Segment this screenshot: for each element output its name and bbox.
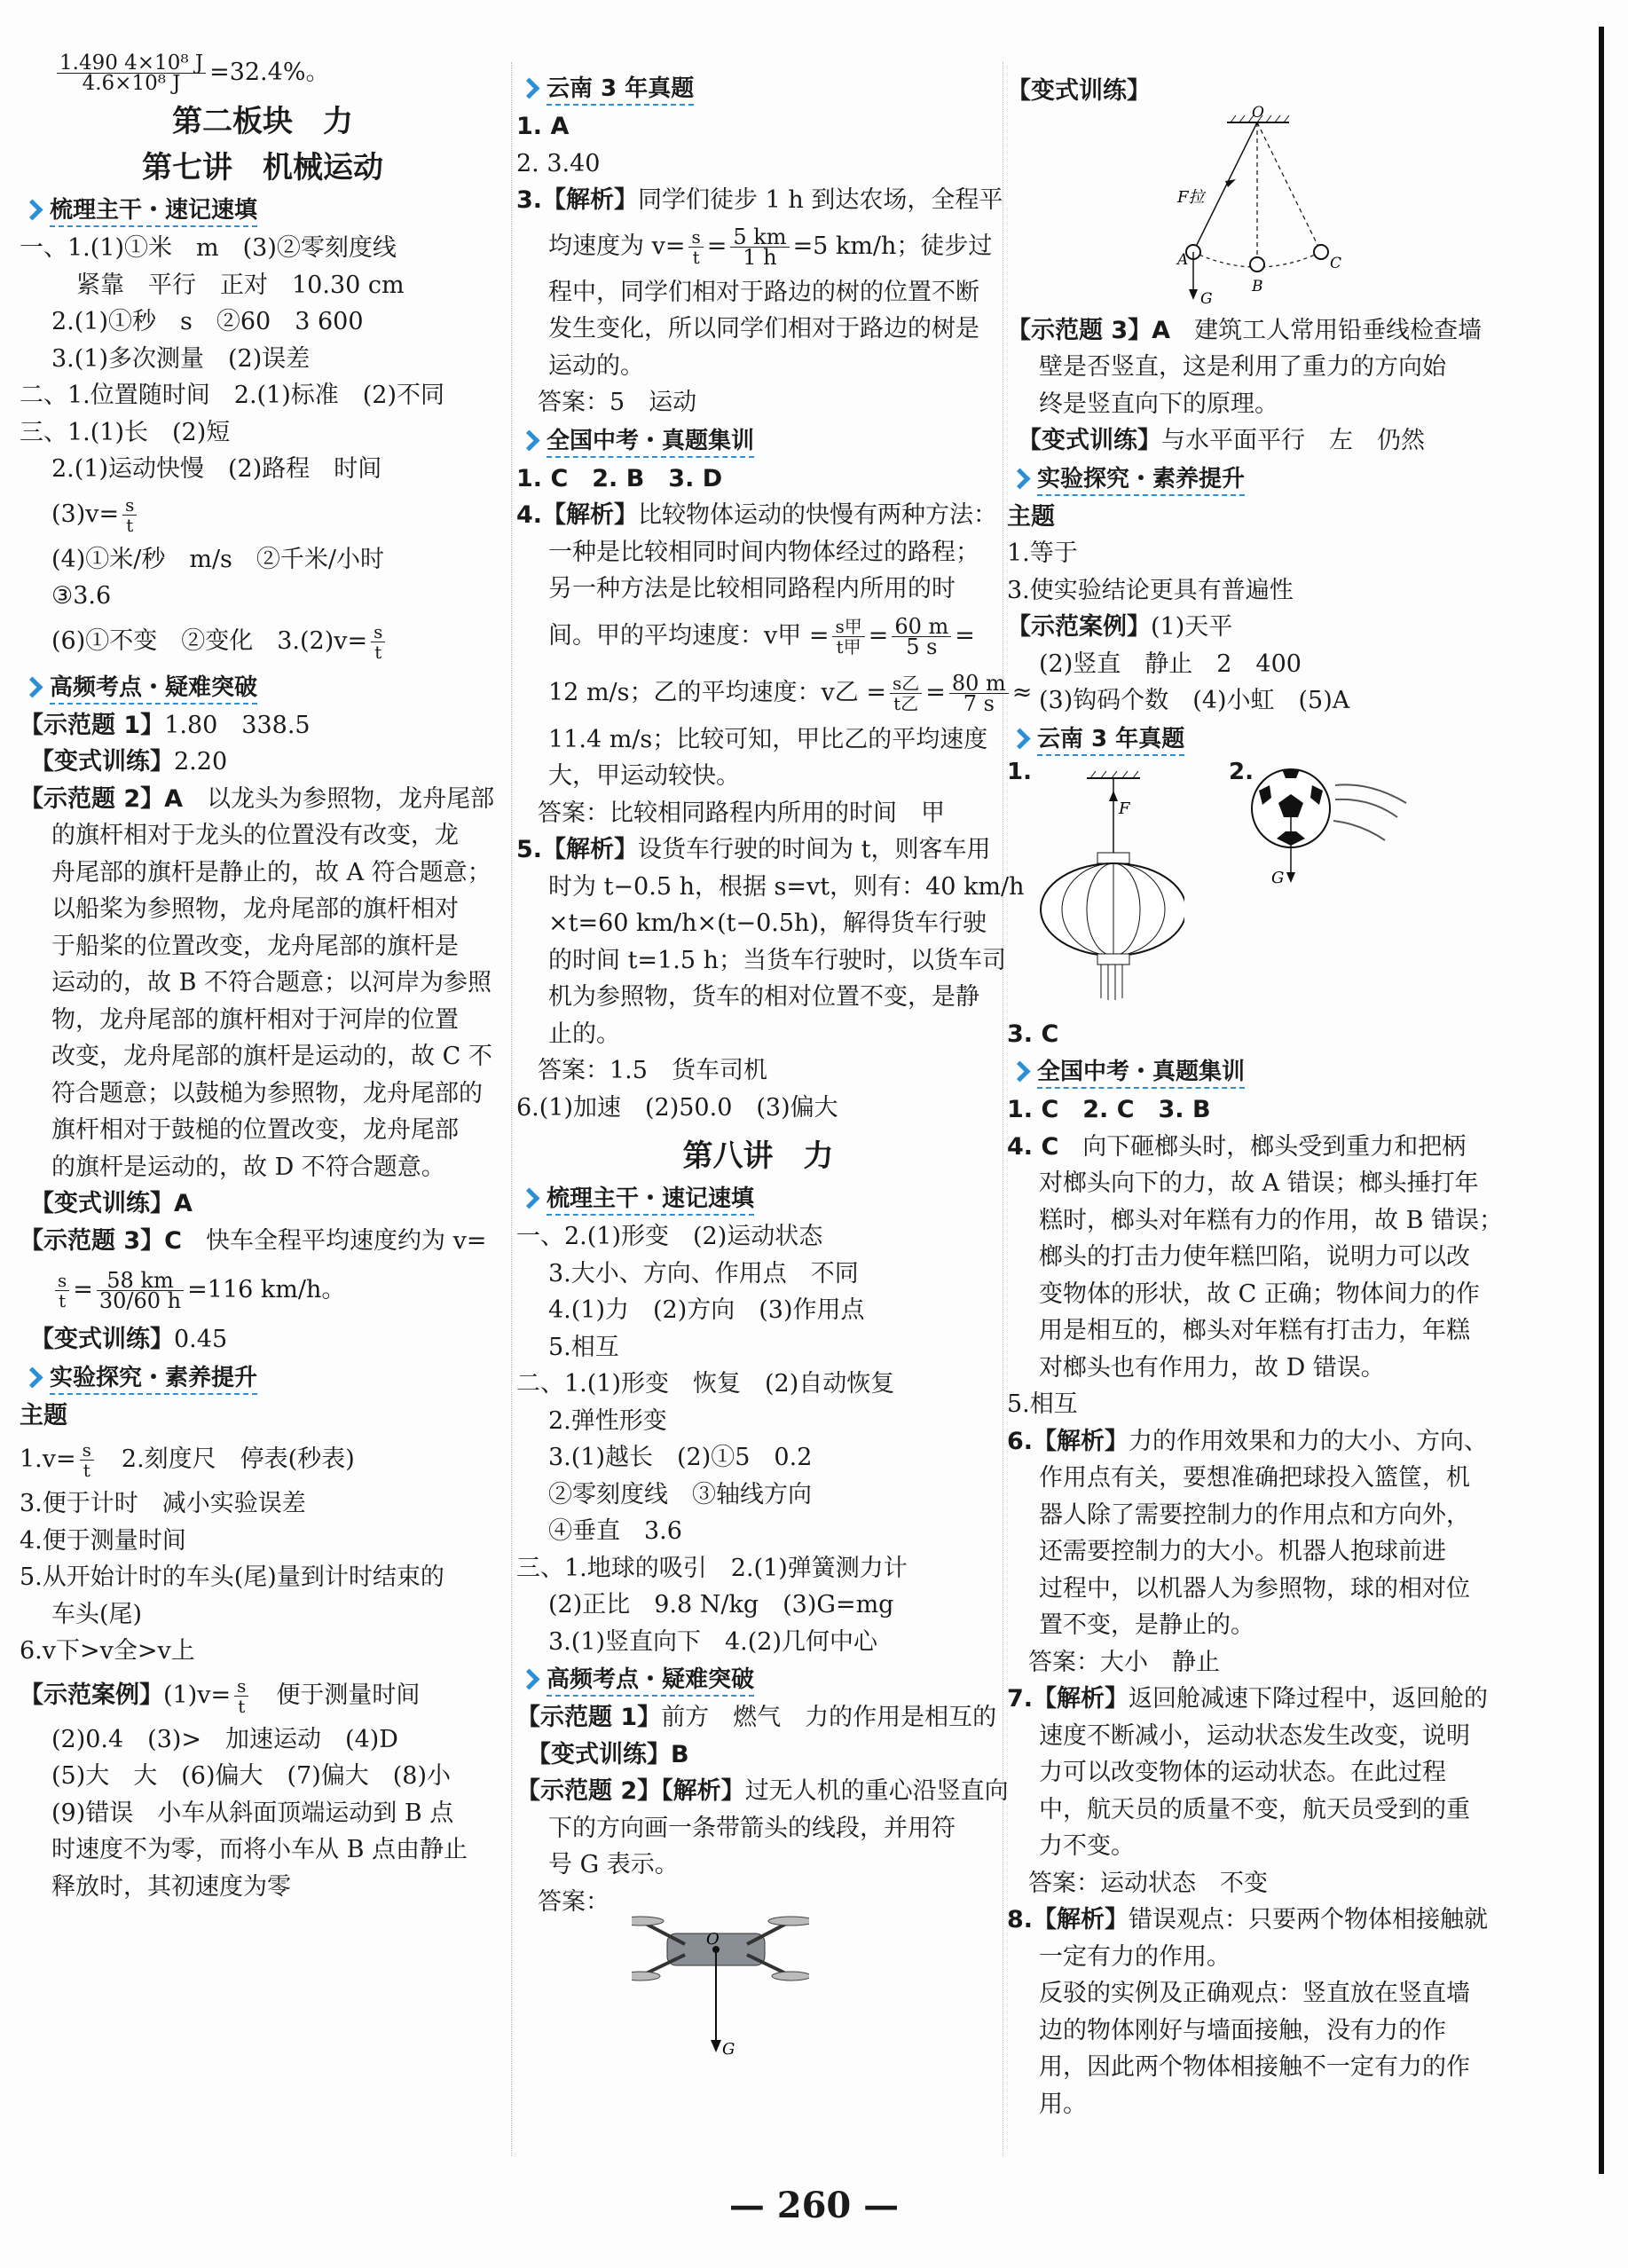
answer-line: 2.弹性形变 xyxy=(548,1406,667,1435)
answer-line: 紧靠 平行 正对 10.30 cm xyxy=(76,271,405,299)
answer-line: (5)大 大 (6)偏大 (7)偏大 (8)小 xyxy=(51,1762,451,1790)
paragraph-line: 作用点有关，要想准确把球投入篮筐，机 xyxy=(1039,1464,1470,1492)
answer-line: (2)0.4 (3)> 加速运动 (4)D xyxy=(51,1725,398,1753)
paragraph-line: 力可以改变物体的运动状态。在此过程 xyxy=(1039,1759,1446,1786)
answer-line: 3.便于计时 减小实验误差 xyxy=(20,1490,306,1517)
lecture-title: 第八讲 力 xyxy=(682,1138,834,1174)
paragraph-line: 榔头的打击力使年糕凹陷，说明力可以改 xyxy=(1039,1243,1470,1271)
answer-line: 答案：1.5 货车司机 xyxy=(538,1057,767,1084)
answer-line: (9)错误 小车从斜面顶端运动到 B 点 xyxy=(51,1799,454,1827)
answer-line: 4.【解析】比较物体运动的快慢有两种方法： xyxy=(516,501,998,529)
paragraph-line: 时为 t−0.5 h，根据 s=vt，则有：40 km/h xyxy=(548,872,1025,901)
section-heading: 高频考点・疑难突破 xyxy=(516,1662,1000,1697)
lantern-figure xyxy=(1034,759,1184,1016)
answer-line: 12 m/s；乙的平均速度：v乙 = $\frac{\text{s乙}}{\text{t乙}}$ = $\frac{80 m}{7 s}$ ≈ xyxy=(548,670,1033,716)
answer-line: 答案： xyxy=(538,1887,610,1916)
answer-line: 2. 3.40 xyxy=(516,149,601,177)
paragraph-line: 机为参照物，货车的相对位置不变，是静 xyxy=(548,983,979,1011)
answer-line: 三、1.地球的吸引 2.(1)弹簧测力计 xyxy=(516,1554,908,1582)
efficiency-result: $\frac{\text{1.490 4×10⁸ J}}{\text{4.6×10⁸ J}}$ =32.4%。 xyxy=(20,53,506,93)
answer-line: 一、2.(1)形变 (2)运动状态 xyxy=(516,1223,823,1250)
answer-line: 【变式训练】 xyxy=(1007,77,1151,105)
answer-line: 5.相互 xyxy=(548,1333,619,1361)
paragraph-line: 用，因此两个物体相接触不一定有力的作 xyxy=(1039,2053,1470,2081)
answer-line: 4.(1)力 (2)方向 (3)作用点 xyxy=(548,1296,865,1324)
paragraph-line: 大，甲运动较快。 xyxy=(548,762,740,790)
paragraph-line: 置不变，是静止的。 xyxy=(1039,1611,1254,1639)
paragraph-line: 舟尾部的旗杆是静止的，故 A 符合题意； xyxy=(51,858,492,886)
answer-line: 答案：大小 静止 xyxy=(1028,1648,1220,1676)
answer-line: ③3.6 xyxy=(51,582,112,610)
paragraph-line: 号 G 表示。 xyxy=(548,1851,679,1878)
answer-line: 【示范题 3】C 快车全程平均速度约为 v= xyxy=(20,1226,487,1255)
paragraph-line: 运动的，故 B 不符合题意；以河岸为参照 xyxy=(51,969,492,996)
answer-line: 3.(1)多次测量 (2)误差 xyxy=(51,344,311,373)
answer-line: 6.v下>v全>v上 xyxy=(20,1637,195,1665)
answer-line: 一、1.(1)①米 m (3)②零刻度线 xyxy=(20,234,397,262)
answer-line: (2)正比 9.8 N/kg (3)G=mg xyxy=(548,1591,894,1618)
paragraph-line: 反驳的实例及正确观点：竖直放在竖直墙 xyxy=(1039,1980,1470,2007)
column-3 xyxy=(1007,73,1504,2122)
page-edge-bar xyxy=(1599,27,1604,2174)
topic-label: 主题 xyxy=(1007,502,1055,531)
answer-line: 车头(尾) xyxy=(51,1600,143,1628)
svg-text:G: G xyxy=(722,2039,735,2059)
answer-line: (2)竖直 静止 2 400 xyxy=(1039,650,1302,678)
paragraph-line: 改变，龙舟尾部的旗杆是运动的，故 C 不 xyxy=(51,1043,492,1070)
paragraph-line: 用。 xyxy=(1039,2090,1087,2118)
svg-text:B: B xyxy=(1252,277,1263,295)
paragraph-line: 用是相互的，榔头对年糕有打击力，年糕 xyxy=(1039,1317,1470,1344)
paragraph-line: 中，航天员的质量不变，航天员受到的重 xyxy=(1039,1795,1470,1823)
paragraph-line: 符合题意；以鼓槌为参照物，龙舟尾部的 xyxy=(51,1079,483,1107)
answer-line: ②零刻度线 ③轴线方向 xyxy=(548,1480,812,1508)
paragraph-line: 以船桨为参照物，龙舟尾部的旗杆相对 xyxy=(51,895,459,923)
answer-line: 【变式训练】A xyxy=(30,1190,193,1217)
answer-line: 3.(1)越长 (2)①5 0.2 xyxy=(548,1444,813,1471)
section-heading: 云南 3 年真题 xyxy=(516,71,1000,106)
lecture-title: 第七讲 机械运动 xyxy=(142,150,383,185)
paragraph-line: 对榔头向下的力，故 A 错误；榔头捶打年 xyxy=(1039,1169,1479,1197)
answer-line: 5.【解析】设货车行驶的时间为 t，则客车用 xyxy=(516,836,991,863)
paragraph-line: ×t=60 km/h×(t−0.5h)，解得货车行驶 xyxy=(548,910,987,937)
pendulum-figure xyxy=(1158,105,1353,309)
answer-line: 3.(1)竖直向下 4.(2)几何中心 xyxy=(548,1627,878,1656)
answer-line: 1.v= $\frac{s}{t}$ 2.刻度尺 停表(秒表) xyxy=(20,1439,355,1481)
answer-line: 间。甲的平均速度：v甲 = $\frac{\text{s甲}}{\text{t甲}}$ = $\frac{60 m}{5 s}$ = xyxy=(548,613,975,659)
paragraph-line: 终是竖直向下的原理。 xyxy=(1039,390,1278,418)
svg-text:G: G xyxy=(1200,289,1213,308)
answer-line: 三、1.(1)长 (2)短 xyxy=(20,418,231,446)
paragraph-line: 的时间 t=1.5 h；当货车行驶时，以货车司 xyxy=(548,946,1006,974)
paragraph-line: 运动的。 xyxy=(548,351,644,380)
page-number: — 260 — xyxy=(728,2185,900,2226)
paragraph-line: 一定有力的作用。 xyxy=(1039,1942,1231,1971)
answer-line: 【示范题 2】A 以龙头为参照物，龙舟尾部 xyxy=(20,784,495,813)
paragraph-line: 还需要控制力的大小。机器人抱球前进 xyxy=(1039,1538,1446,1565)
drone-gravity-figure xyxy=(632,1909,809,2059)
svg-text:F: F xyxy=(1119,799,1130,818)
section-heading: 云南 3 年真题 xyxy=(1007,721,1499,757)
answer-line: 均速度为 v= $\frac{s}{t}$ = $\frac{5 km}{1 h}$ =5 km/h；徒步过 xyxy=(548,224,993,270)
section-heading: 实验探究・素养提升 xyxy=(1007,461,1499,497)
answer-line: 7.【解析】返回舱减速下降过程中，返回舱的 xyxy=(1007,1685,1489,1713)
answer-line: 【变式训练】与水平面平行 左 仍然 xyxy=(1018,427,1425,454)
section-heading: 全国中考・真题集训 xyxy=(516,423,1000,459)
answer-line: 3.使实验结论更具有普遍性 xyxy=(1007,576,1294,604)
answer-line: ④垂直 3.6 xyxy=(548,1517,682,1545)
paragraph-line: 于船桨的位置改变，龙舟尾部的旗杆是 xyxy=(51,932,459,960)
topic-label: 主题 xyxy=(20,1401,67,1429)
answer-line: 4.便于测量时间 xyxy=(20,1526,186,1555)
answer-line: $\frac{s}{t}$ = $\frac{58 km}{30/60 h}$ =116 km/h。 xyxy=(20,1259,506,1321)
paragraph-line: 的旗杆是运动的，故 D 不符合题意。 xyxy=(51,1153,445,1181)
paragraph-line: 物，龙舟尾部的旗杆相对于河岸的位置 xyxy=(51,1005,459,1034)
answer-line: 6.【解析】力的作用效果和力的大小、方向、 xyxy=(1007,1427,1489,1455)
answer-line: 【变式训练】0.45 xyxy=(30,1326,228,1353)
answer-line: 5.相互 xyxy=(1007,1390,1078,1418)
paragraph-line: 的旗杆相对于龙头的位置没有改变，龙 xyxy=(51,822,459,849)
answer-line: 3. C xyxy=(1007,1020,1059,1048)
answer-line: 【变式训练】B xyxy=(527,1740,689,1768)
answer-line: 5.从开始计时的车头(尾)量到计时结束的 xyxy=(20,1563,444,1591)
answer-line: 【变式训练】2.20 xyxy=(30,748,228,776)
section-heading: 梳理主干・速记速填 xyxy=(516,1181,1000,1217)
paragraph-line: 另一种方法是比较相同路程内所用的时 xyxy=(548,575,956,602)
paragraph-line: 力不变。 xyxy=(1039,1832,1135,1860)
answer-line: (4)①米/秒 m/s ②千米/小时 xyxy=(51,545,384,573)
answer-line: 答案：比较相同路程内所用的时间 甲 xyxy=(538,799,945,827)
svg-text:O: O xyxy=(1252,104,1264,122)
answer-line: 释放时，其初速度为零 xyxy=(51,1872,291,1901)
answer-line: 3.大小、方向、作用点 不同 xyxy=(548,1259,859,1288)
paragraph-line: 一种是比较相同时间内物体经过的路程； xyxy=(548,538,979,566)
answer-line: 8.【解析】错误观点：只要两个物体相接触就 xyxy=(1007,1906,1489,1933)
section-heading: 实验探究・素养提升 xyxy=(20,1360,506,1396)
answer-line: 3.【解析】同学们徒步 1 h 到达农场，全程平 xyxy=(516,186,1003,214)
answer-line: 答案：运动状态 不变 xyxy=(1028,1869,1268,1897)
paragraph-line: 壁是否竖直，这是利用了重力的方向始 xyxy=(1039,353,1446,381)
answer-line: 【示范案例】(1)天平 xyxy=(1007,613,1233,641)
answer-line: 6.(1)加速 (2)50.0 (3)偏大 xyxy=(516,1093,838,1122)
answer-line: 【示范题 1】1.80 338.5 xyxy=(20,711,311,739)
answer-line: 1. C 2. C 3. B xyxy=(1007,1096,1211,1123)
answer-line: 【示范题 2】【解析】过无人机的重心沿竖直向 xyxy=(516,1777,1009,1805)
paragraph-line: 过程中，以机器人为参照物，球的相对位 xyxy=(1039,1574,1470,1603)
answer-line: 【示范题 1】前方 燃气 力的作用是相互的 xyxy=(516,1704,997,1731)
answer-line: 时速度不为零，而将小车从 B 点由静止 xyxy=(51,1836,468,1863)
paragraph-line: 速度不断减小，运动状态发生改变，说明 xyxy=(1039,1721,1470,1750)
answer-line: 4. C 向下砸榔头时，榔头受到重力和把柄 xyxy=(1007,1132,1467,1161)
answer-line: 二、1.位置随时间 2.(1)标准 (2)不同 xyxy=(20,382,445,409)
svg-text:F拉: F拉 xyxy=(1177,187,1205,207)
answer-line: 1. C 2. B 3. D xyxy=(516,464,723,492)
paragraph-line: 旗杆相对于鼓槌的位置改变，龙舟尾部 xyxy=(51,1116,459,1144)
paragraph-line: 对榔头也有作用力，故 D 错误。 xyxy=(1039,1353,1385,1382)
answer-line: 【示范题 3】A 建筑工人常用铅垂线检查墙 xyxy=(1007,316,1483,344)
paragraph-line: 程中，同学们相对于路边的树的位置不断 xyxy=(548,278,979,306)
paragraph-line: 11.4 m/s；比较可知，甲比乙的平均速度 xyxy=(548,725,988,753)
section-heading: 梳理主干・速记速填 xyxy=(20,193,506,228)
answer-line: 1. A xyxy=(516,113,570,140)
paragraph-line: 止的。 xyxy=(548,1020,620,1048)
paragraph-line: 器人除了需要控制力的作用点和方向外， xyxy=(1039,1500,1470,1529)
column-divider xyxy=(511,62,512,2156)
paragraph-line: 下的方向画一条带箭头的线段，并用符 xyxy=(548,1814,956,1842)
column-1 xyxy=(20,53,506,1905)
answer-line: 答案：5 运动 xyxy=(538,389,697,416)
figures-row: 1. F 2. G xyxy=(1007,759,1499,1016)
svg-text:C: C xyxy=(1330,254,1342,272)
svg-text:O: O xyxy=(706,1929,720,1949)
paragraph-line: 糕时，榔头对年糕有力的作用，故 B 错误； xyxy=(1039,1206,1504,1234)
answer-line: (3)钩码个数 (4)小虹 (5)A xyxy=(1039,687,1350,714)
answer-line: (6)①不变 ②变化 3.(2)v= $\frac{s}{t}$ xyxy=(20,615,506,668)
paragraph-line: 发生变化，所以同学们相对于路边的树是 xyxy=(548,315,979,343)
football-figure xyxy=(1247,759,1424,892)
section-heading: 全国中考・真题集训 xyxy=(1007,1054,1499,1090)
part-title: 第二板块 力 xyxy=(172,104,353,139)
answer-line: 2.(1)①秒 s ②60 3 600 xyxy=(51,308,364,335)
svg-text:A: A xyxy=(1177,250,1189,269)
answer-line: 【示范案例】(1)v= $\frac{s}{t}$ 便于测量时间 xyxy=(20,1674,421,1717)
paragraph-line: 变物体的形状，故 C 正确；物体间力的作 xyxy=(1039,1280,1480,1308)
section-heading: 高频考点・疑难突破 xyxy=(20,670,506,705)
answer-line: 2.(1)运动快慢 (2)路程 时间 xyxy=(51,455,382,483)
paragraph-line: 边的物体刚好与墙面接触，没有力的作 xyxy=(1039,2016,1446,2044)
answer-line: (3)v= $\frac{s}{t}$ xyxy=(20,488,506,541)
answer-line: 二、1.(1)形变 恢复 (2)自动恢复 xyxy=(516,1370,895,1398)
svg-text:G: G xyxy=(1271,868,1285,887)
answer-line: 1.等于 xyxy=(1007,539,1078,567)
